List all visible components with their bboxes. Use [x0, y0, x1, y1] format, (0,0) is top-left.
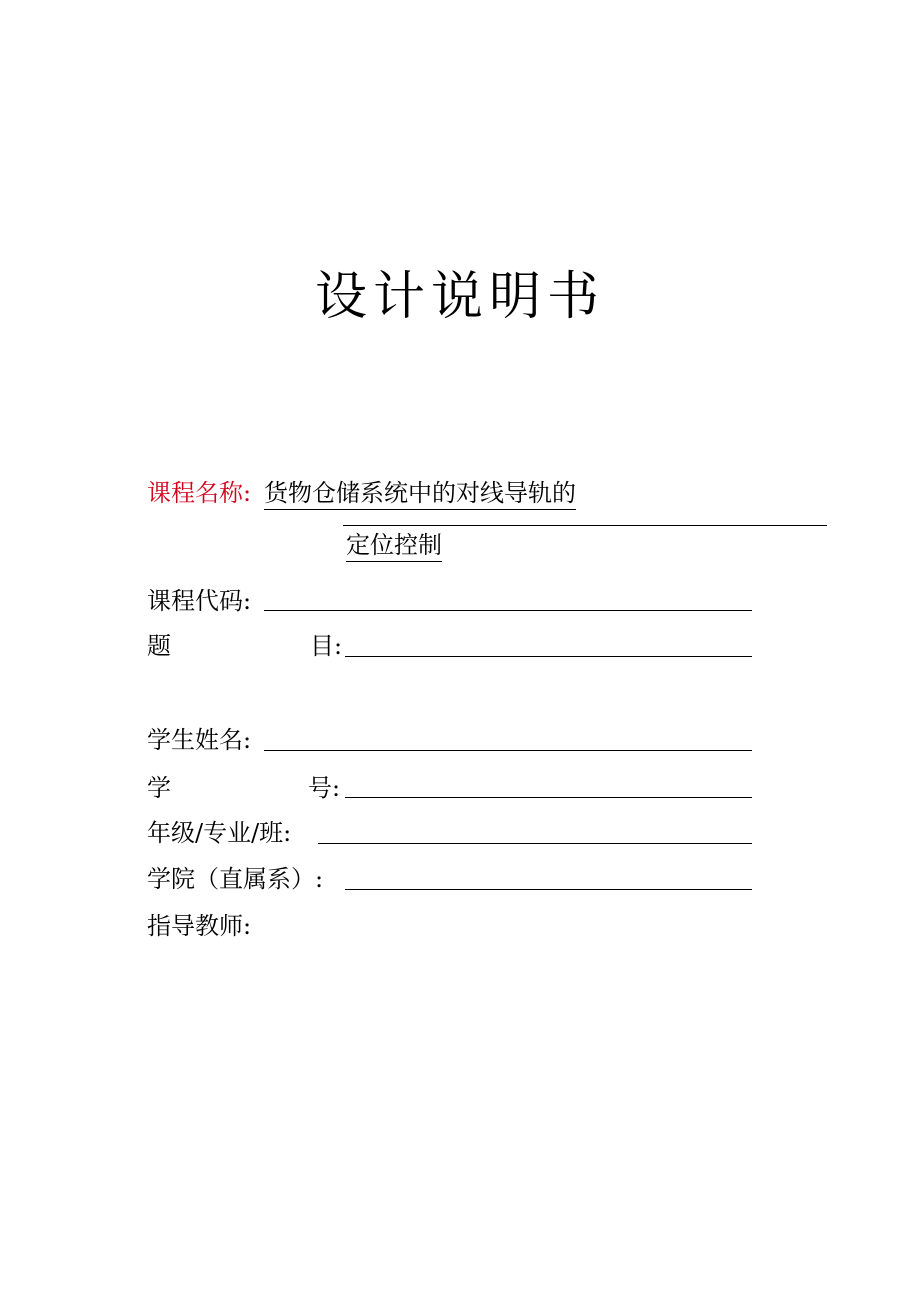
college-label: 学院（直属系）:: [147, 865, 324, 893]
course-name-value-line1: 货物仓储系统中的对线导轨的: [264, 478, 576, 510]
course-name-label: 课程名称:: [147, 479, 252, 507]
student-id-rule: [345, 797, 752, 798]
student-name-rule: [264, 750, 752, 751]
course-name-rule: [343, 525, 827, 526]
advisor-label: 指导教师:: [147, 912, 252, 940]
student-name-label: 学生姓名:: [147, 726, 252, 754]
college-rule: [345, 889, 752, 890]
topic-label-right: 目:: [310, 632, 343, 660]
topic-rule: [345, 656, 752, 657]
grade-major-class-label: 年级/专业/班:: [147, 819, 292, 847]
course-code-rule: [264, 610, 752, 611]
topic-label-left: 题: [147, 632, 171, 660]
document-title: 设计说明书: [314, 267, 605, 327]
course-name-value-line2: 定位控制: [346, 530, 442, 562]
grade-major-class-rule: [318, 843, 752, 844]
student-id-label-right: 号:: [308, 774, 341, 802]
course-code-label: 课程代码:: [147, 587, 252, 615]
student-id-label-left: 学: [147, 774, 171, 802]
